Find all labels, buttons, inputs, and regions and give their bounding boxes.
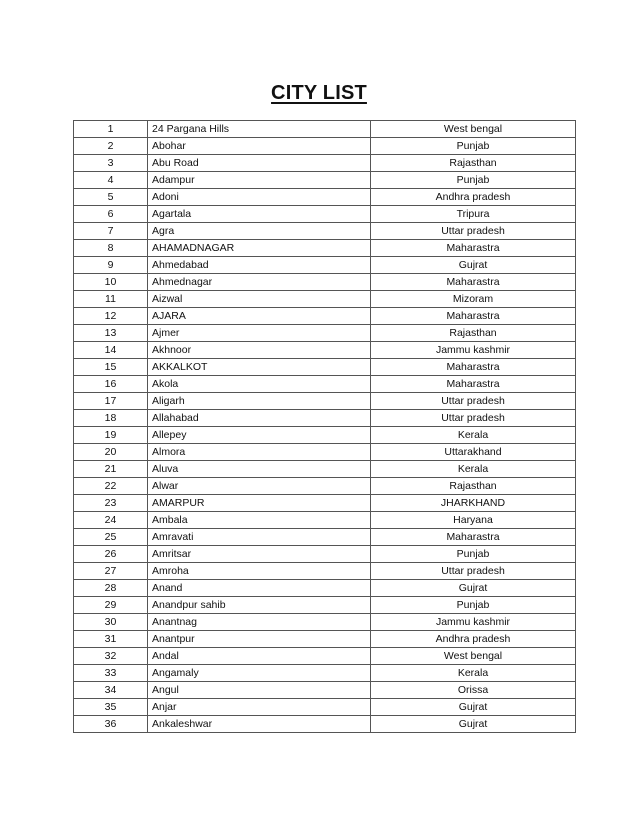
city-name-cell: Angul — [148, 682, 371, 699]
state-name-cell: Punjab — [371, 172, 576, 189]
city-name-cell: Anjar — [148, 699, 371, 716]
city-name-cell: Agra — [148, 223, 371, 240]
table-row — [74, 274, 576, 291]
row-number-cell: 25 — [74, 529, 148, 546]
table-row — [74, 308, 576, 325]
city-name-cell: Aizwal — [148, 291, 371, 308]
table-row — [74, 291, 576, 308]
table-row — [74, 427, 576, 444]
city-name-cell: Abu Road — [148, 155, 371, 172]
city-name-cell: Akola — [148, 376, 371, 393]
table-row — [74, 172, 576, 189]
state-name-cell: Jammu kashmir — [371, 342, 576, 359]
table-row — [74, 444, 576, 461]
row-number-cell: 17 — [74, 393, 148, 410]
state-name-cell: Rajasthan — [371, 155, 576, 172]
table-row — [74, 342, 576, 359]
table-row — [74, 597, 576, 614]
city-name-cell: Ahmednagar — [148, 274, 371, 291]
row-number-cell: 6 — [74, 206, 148, 223]
city-name-cell: Almora — [148, 444, 371, 461]
city-name-cell: Ankaleshwar — [148, 716, 371, 733]
state-name-cell: Maharastra — [371, 376, 576, 393]
state-name-cell: Punjab — [371, 138, 576, 155]
row-number-cell: 15 — [74, 359, 148, 376]
state-name-cell: Andhra pradesh — [371, 631, 576, 648]
state-name-cell: West bengal — [371, 121, 576, 138]
row-number-cell: 9 — [74, 257, 148, 274]
table-row — [74, 478, 576, 495]
state-name-cell: Maharastra — [371, 274, 576, 291]
state-name-cell: Orissa — [371, 682, 576, 699]
row-number-cell: 36 — [74, 716, 148, 733]
state-name-cell: Kerala — [371, 461, 576, 478]
state-name-cell: Uttar pradesh — [371, 223, 576, 240]
page-title-text: CITY LIST — [271, 82, 367, 104]
city-name-cell: Allahabad — [148, 410, 371, 427]
table-row — [74, 614, 576, 631]
city-name-cell: Abohar — [148, 138, 371, 155]
state-name-cell: JHARKHAND — [371, 495, 576, 512]
city-name-cell: Andal — [148, 648, 371, 665]
state-name-cell: Jammu kashmir — [371, 614, 576, 631]
state-name-cell: Haryana — [371, 512, 576, 529]
table-row — [74, 716, 576, 733]
table-row — [74, 546, 576, 563]
row-number-cell: 5 — [74, 189, 148, 206]
table-row — [74, 461, 576, 478]
state-name-cell: Rajasthan — [371, 325, 576, 342]
table-row — [74, 529, 576, 546]
table-row — [74, 155, 576, 172]
page-title — [0, 81, 638, 105]
table-row — [74, 138, 576, 155]
table-row — [74, 512, 576, 529]
row-number-cell: 27 — [74, 563, 148, 580]
state-name-cell: Gujrat — [371, 257, 576, 274]
table-row — [74, 257, 576, 274]
row-number-cell: 20 — [74, 444, 148, 461]
row-number-cell: 23 — [74, 495, 148, 512]
state-name-cell: Uttar pradesh — [371, 393, 576, 410]
row-number-cell: 28 — [74, 580, 148, 597]
city-name-cell: AJARA — [148, 308, 371, 325]
city-name-cell: Aluva — [148, 461, 371, 478]
row-number-cell: 14 — [74, 342, 148, 359]
row-number-cell: 33 — [74, 665, 148, 682]
state-name-cell: Andhra pradesh — [371, 189, 576, 206]
row-number-cell: 2 — [74, 138, 148, 155]
state-name-cell: West bengal — [371, 648, 576, 665]
row-number-cell: 19 — [74, 427, 148, 444]
city-name-cell: Adoni — [148, 189, 371, 206]
state-name-cell: Kerala — [371, 665, 576, 682]
row-number-cell: 8 — [74, 240, 148, 257]
row-number-cell: 24 — [74, 512, 148, 529]
table-row — [74, 699, 576, 716]
state-name-cell: Rajasthan — [371, 478, 576, 495]
city-name-cell: Amravati — [148, 529, 371, 546]
state-name-cell: Maharastra — [371, 240, 576, 257]
state-name-cell: Maharastra — [371, 359, 576, 376]
table-row — [74, 682, 576, 699]
row-number-cell: 21 — [74, 461, 148, 478]
table-row — [74, 376, 576, 393]
city-name-cell: Allepey — [148, 427, 371, 444]
row-number-cell: 4 — [74, 172, 148, 189]
row-number-cell: 30 — [74, 614, 148, 631]
table-row — [74, 121, 576, 138]
table-row — [74, 580, 576, 597]
state-name-cell: Tripura — [371, 206, 576, 223]
state-name-cell: Maharastra — [371, 529, 576, 546]
row-number-cell: 18 — [74, 410, 148, 427]
city-name-cell: Anantnag — [148, 614, 371, 631]
row-number-cell: 16 — [74, 376, 148, 393]
row-number-cell: 26 — [74, 546, 148, 563]
city-name-cell: Ajmer — [148, 325, 371, 342]
table-row — [74, 240, 576, 257]
table-row — [74, 631, 576, 648]
row-number-cell: 12 — [74, 308, 148, 325]
state-name-cell: Kerala — [371, 427, 576, 444]
table-row — [74, 393, 576, 410]
city-name-cell: Angamaly — [148, 665, 371, 682]
state-name-cell: Uttar pradesh — [371, 410, 576, 427]
table-row — [74, 206, 576, 223]
table-row — [74, 563, 576, 580]
city-name-cell: Adampur — [148, 172, 371, 189]
row-number-cell: 22 — [74, 478, 148, 495]
table-row — [74, 410, 576, 427]
city-name-cell: Ambala — [148, 512, 371, 529]
row-number-cell: 29 — [74, 597, 148, 614]
row-number-cell: 10 — [74, 274, 148, 291]
city-name-cell: Anantpur — [148, 631, 371, 648]
state-name-cell: Punjab — [371, 546, 576, 563]
city-name-cell: Anand — [148, 580, 371, 597]
state-name-cell: Maharastra — [371, 308, 576, 325]
state-name-cell: Gujrat — [371, 580, 576, 597]
city-name-cell: Amroha — [148, 563, 371, 580]
city-name-cell: Aligarh — [148, 393, 371, 410]
city-name-cell: Akhnoor — [148, 342, 371, 359]
row-number-cell: 7 — [74, 223, 148, 240]
state-name-cell: Mizoram — [371, 291, 576, 308]
table-row — [74, 665, 576, 682]
row-number-cell: 3 — [74, 155, 148, 172]
city-table — [73, 120, 576, 733]
city-name-cell: Anandpur sahib — [148, 597, 371, 614]
city-name-cell: Agartala — [148, 206, 371, 223]
city-name-cell: Ahmedabad — [148, 257, 371, 274]
city-name-cell: Amritsar — [148, 546, 371, 563]
state-name-cell: Gujrat — [371, 716, 576, 733]
table-row — [74, 223, 576, 240]
state-name-cell: Uttarakhand — [371, 444, 576, 461]
row-number-cell: 34 — [74, 682, 148, 699]
row-number-cell: 32 — [74, 648, 148, 665]
row-number-cell: 35 — [74, 699, 148, 716]
state-name-cell: Punjab — [371, 597, 576, 614]
table-row — [74, 325, 576, 342]
row-number-cell: 1 — [74, 121, 148, 138]
row-number-cell: 31 — [74, 631, 148, 648]
table-row — [74, 189, 576, 206]
table-row — [74, 495, 576, 512]
state-name-cell: Uttar pradesh — [371, 563, 576, 580]
city-name-cell: 24 Pargana Hills — [148, 121, 371, 138]
city-name-cell: AHAMADNAGAR — [148, 240, 371, 257]
city-table-body — [74, 121, 576, 733]
city-name-cell: AKKALKOT — [148, 359, 371, 376]
table-row — [74, 359, 576, 376]
city-name-cell: AMARPUR — [148, 495, 371, 512]
row-number-cell: 11 — [74, 291, 148, 308]
city-name-cell: Alwar — [148, 478, 371, 495]
state-name-cell: Gujrat — [371, 699, 576, 716]
table-row — [74, 648, 576, 665]
row-number-cell: 13 — [74, 325, 148, 342]
